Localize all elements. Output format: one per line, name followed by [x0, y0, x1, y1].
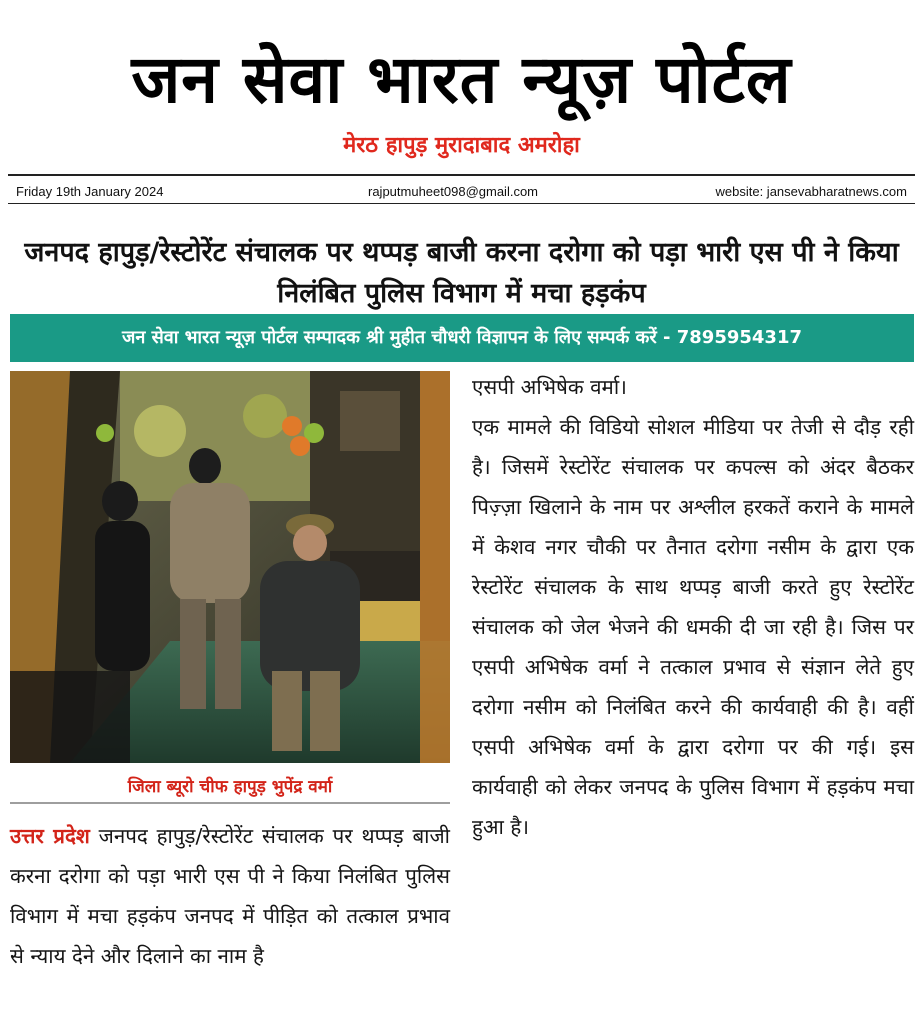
article-body-left [10, 816, 450, 976]
cities-subtitle: मेरठ हापुड़ मुरादाबाद अमरोहा [343, 133, 580, 158]
article-headline: जनपद हापुड़/रेस्टोरेंट संचालक पर थप्पड़ बाजी करना दरोगा को पड़ा भारी एस पी ने किया निलंबित पुलिस विभाग में मचा हड़कंप [24, 237, 899, 309]
photo-caption: जिला ब्यूरो चीफ हापुड़ भुपेंद्र वर्मा [10, 770, 450, 804]
masthead [0, 0, 923, 176]
email-contact[interactable]: rajputmuheet098@gmail.com [368, 184, 539, 199]
date-label: Friday 19th January 2024 [16, 184, 164, 199]
state-label: उत्तर प्रदेश [10, 824, 90, 848]
cctv-scene-image [10, 371, 450, 763]
article-main-text: एक मामले की विडियो सोशल मीडिया पर तेजी से दौड़ रही है। जिसमें रेस्टोरेंट संचालक पर कपल्स को अंदर बैठकर पिज़्ज़ा खिलाने के नाम पर अश्लील हरकतें कराने के मामले में केशव नगर चौकी पर तैनात दरोगा नसीम के द्वारा एक रेस्टोरेंट संचालक के साथ थप्पड़ बाजी करते हुए रेस्टोरेंट संचालक को जेल भेजने की धमकी दी जा रही है। जिस पर एसपी अभिषेक वर्मा ने तत्काल प्रभाव से संज्ञान लेते हुए दरोगा नसीम को निलंबित करने की कार्यवाही की है। वहीं एसपी अभिषेक वर्मा के द्वारा दरोगा पर की गई। इस कार्यवाही को लेकर जनपद के पुलिस विभाग में हड़कंप मचा हुआ है। [472, 415, 914, 839]
article-continued-line: एसपी अभिषेक वर्मा। [472, 375, 627, 399]
advertisement-banner: जन सेवा भारत न्यूज़ पोर्टल सम्पादक श्री मुहीत चौधरी विज्ञापन के लिए सम्पर्क करें - 7895954317 [10, 314, 914, 362]
website-link[interactable]: website: jansevabharatnews.com [715, 184, 907, 199]
article-lead-text: जनपद हापुड़/रेस्टोरेंट संचालक पर थप्पड़ बाजी करना दरोगा को पड़ा भारी एस पी ने किया निलंबित पुलिस विभाग में मचा हड़कंप जनपद में पीड़ित को तत्काल प्रभाव से न्याय देने और दिलाने का नाम है [10, 824, 450, 968]
newspaper-title: जन सेवा भारत न्यूज़ पोर्टल [131, 41, 792, 118]
info-bar [8, 174, 915, 204]
article-body-right [472, 367, 914, 847]
news-photo [10, 371, 450, 763]
